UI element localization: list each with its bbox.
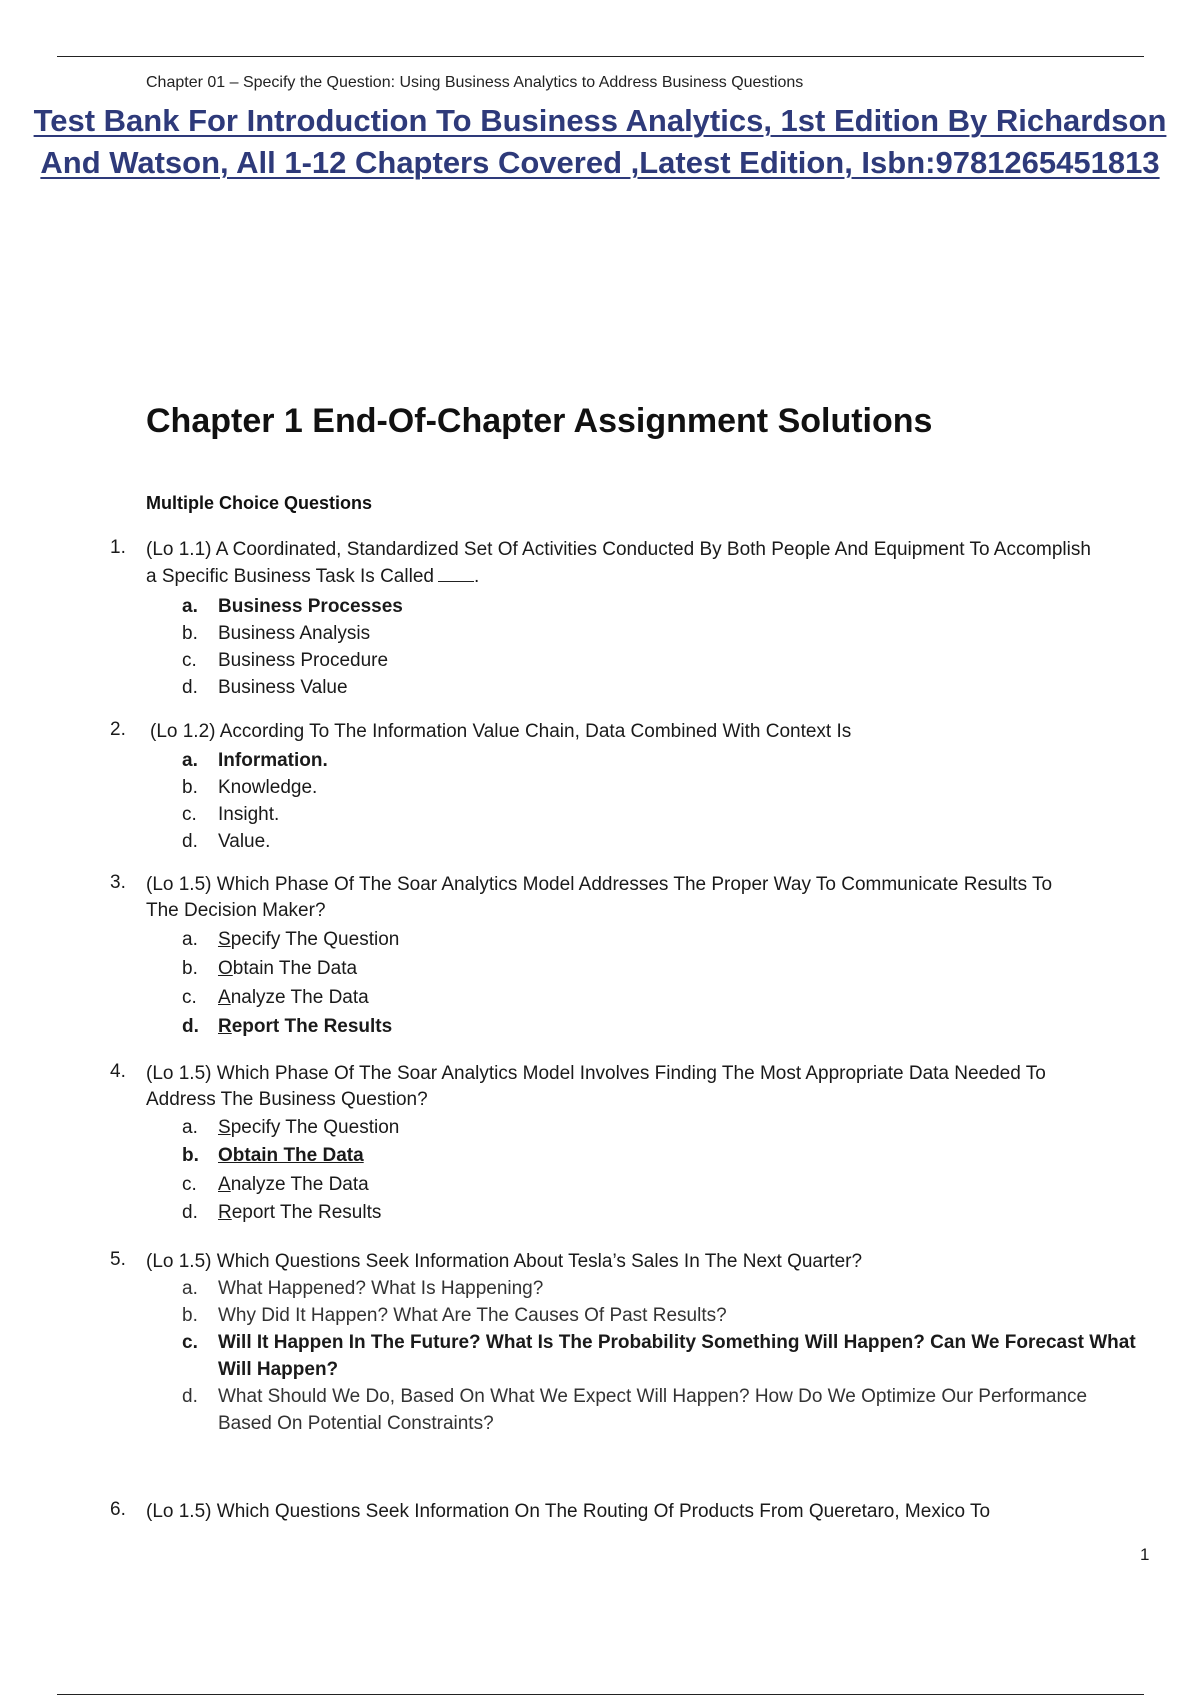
option-d: d. Business Value xyxy=(182,677,348,698)
question-5-options xyxy=(182,1275,1142,1437)
question-2-options xyxy=(182,747,1142,855)
option-b: b. Obtain The Data xyxy=(182,958,358,979)
option-a-correct: a. Information. xyxy=(182,750,328,771)
question-4-options xyxy=(182,1114,1142,1227)
option-a-correct: a. Business Processes xyxy=(182,596,403,617)
option-a: a. Specify The Question xyxy=(182,1117,400,1138)
option-d: d. Report The Results xyxy=(182,1202,382,1223)
option-d: d. What Should We Do, Based On What We Expect Will Happen? How Do We Optimize Our Performance Based On Potential Constraints? xyxy=(182,1386,1088,1434)
bottom-rule xyxy=(57,1694,1144,1695)
page-number: 1 xyxy=(1140,1545,1150,1564)
option-c: c. Analyze The Data xyxy=(182,987,369,1008)
option-c: c. Business Procedure xyxy=(182,650,389,671)
banner-line-2[interactable]: And Watson, All 1-12 Chapters Covered ,Latest Edition, Isbn:9781265451813 xyxy=(40,145,1160,180)
option-d: d. Value. xyxy=(182,831,271,852)
option-c: c. Analyze The Data xyxy=(182,1174,369,1195)
option-b: b. Why Did It Happen? What Are The Causes Of Past Results? xyxy=(182,1305,727,1326)
option-b: b. Business Analysis xyxy=(182,623,371,644)
option-a: a. Specify The Question xyxy=(182,929,400,950)
question-number: 6. xyxy=(110,1499,126,1520)
option-b-correct: b. Obtain The Data xyxy=(182,1145,364,1166)
question-number: 1. xyxy=(110,537,126,558)
question-number: 2. xyxy=(110,719,126,740)
question-text: (Lo 1.5) Which Questions Seek Information On The Routing Of Products From Queretaro, Mexico To xyxy=(146,1501,991,1522)
question-text: (Lo 1.5) Which Phase Of The Soar Analytics Model Addresses The Proper Way To Communicate Results To The Decision Maker? xyxy=(146,874,1053,921)
question-1-options xyxy=(182,593,1142,701)
option-c-correct: c. Will It Happen In The Future? What Is The Probability Something Will Happen? Can We Forecast What Will Happen? xyxy=(182,1332,1136,1380)
question-number: 5. xyxy=(110,1249,126,1270)
title-banner xyxy=(0,100,1200,184)
top-rule xyxy=(57,56,1144,57)
question-text: (Lo 1.5) Which Phase Of The Soar Analytics Model Involves Finding The Most Appropriate Data Needed To Address The Business Question? xyxy=(146,1063,1046,1110)
option-d-correct: d. Report The Results xyxy=(182,1016,393,1037)
option-c: c. Insight. xyxy=(182,804,280,825)
section-heading: Multiple Choice Questions xyxy=(146,493,373,513)
chapter-title: Chapter 1 End-Of-Chapter Assignment Solutions xyxy=(146,402,933,440)
option-a: a. What Happened? What Is Happening? xyxy=(182,1278,544,1299)
answer-blank xyxy=(438,563,474,582)
option-b: b. Knowledge. xyxy=(182,777,318,798)
question-text: (Lo 1.2) According To The Information Value Chain, Data Combined With Context Is xyxy=(150,721,852,742)
banner-line-1[interactable]: Test Bank For Introduction To Business Analytics, 1st Edition By Richardson xyxy=(33,103,1167,138)
question-number: 4. xyxy=(110,1061,126,1082)
question-number: 3. xyxy=(110,872,126,893)
running-header: Chapter 01 – Specify the Question: Using Business Analytics to Address Business Questions xyxy=(146,74,804,91)
question-text: (Lo 1.5) Which Questions Seek Information About Tesla’s Sales In The Next Quarter? xyxy=(146,1251,863,1272)
question-3-options xyxy=(182,926,1142,1042)
question-text: (Lo 1.1) A Coordinated, Standardized Set Of Activities Conducted By Both People And Equipment To Accomplish a Specific Business Task Is Called . xyxy=(146,539,1091,587)
